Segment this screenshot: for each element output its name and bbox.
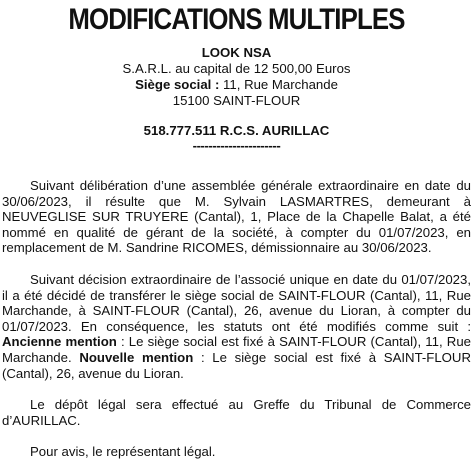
company-seat: [2, 77, 471, 93]
seat-label: Siège social :: [135, 77, 220, 92]
company-name: LOOK NSA: [201, 45, 272, 60]
notice-title: MODIFICATIONS MULTIPLES: [68, 3, 405, 36]
company-capital: S.A.R.L. au capital de 12 500,00 Euros: [122, 61, 351, 76]
old-mention-label: Ancienne mention: [2, 334, 117, 350]
rcs-number: 518.777.511 R.C.S. AURILLAC: [143, 123, 330, 138]
paragraph-signature: Pour avis, le représentant légal.: [30, 444, 216, 460]
old-mention-text: : Le siège social est fixé à SAINT-FLOUR (Cantal), 11, Rue Marchande.: [2, 334, 471, 365]
separator-line: ----------------------: [192, 138, 281, 153]
new-mention-text: : Le siège social est fixé à SAINT-FLOUR (Cantal), 26, avenue du Lioran.: [2, 349, 471, 381]
new-mention-label: Nouvelle mention: [79, 349, 194, 365]
company-header: [2, 45, 471, 109]
paragraph-legal-deposit: Le dépôt légal sera effectué au Greffe du Tribunal de Commerce d’AURILLAC.: [2, 397, 471, 428]
company-city: 15100 SAINT-FLOUR: [172, 93, 301, 108]
seat-address: 11, Rue Marchande: [219, 77, 338, 92]
seat-transfer-intro: Suivant décision extraordinaire de l’associé unique en date du 01/07/2023, il a été décidé de transférer le siège social de SAINT-FLOUR (Cantal), 11, Rue Marchande, à SAINT-FLOUR (Cantal), 26, avenue du Lioran, à compter du 01/07/2023. En conséquence, les statuts ont été modifiés comme suit :: [2, 271, 471, 334]
paragraph-manager-appointment: Suivant délibération d’une assemblée générale extraordinaire en date du 30/06/2023, il résulte que M. Sylvain LASMARTRES, demeurant à NEUVEGLISE SUR TRUYERE (Cantal), 1, Place de la Chapelle Balat, a été nommé en qualité de gérant de la société, à compter du 01/07/2023, en remplacement de M. Sandrine RICOMES, démissionnaire au 30/06/2023.: [2, 178, 471, 256]
paragraph-seat-transfer: [2, 272, 471, 381]
